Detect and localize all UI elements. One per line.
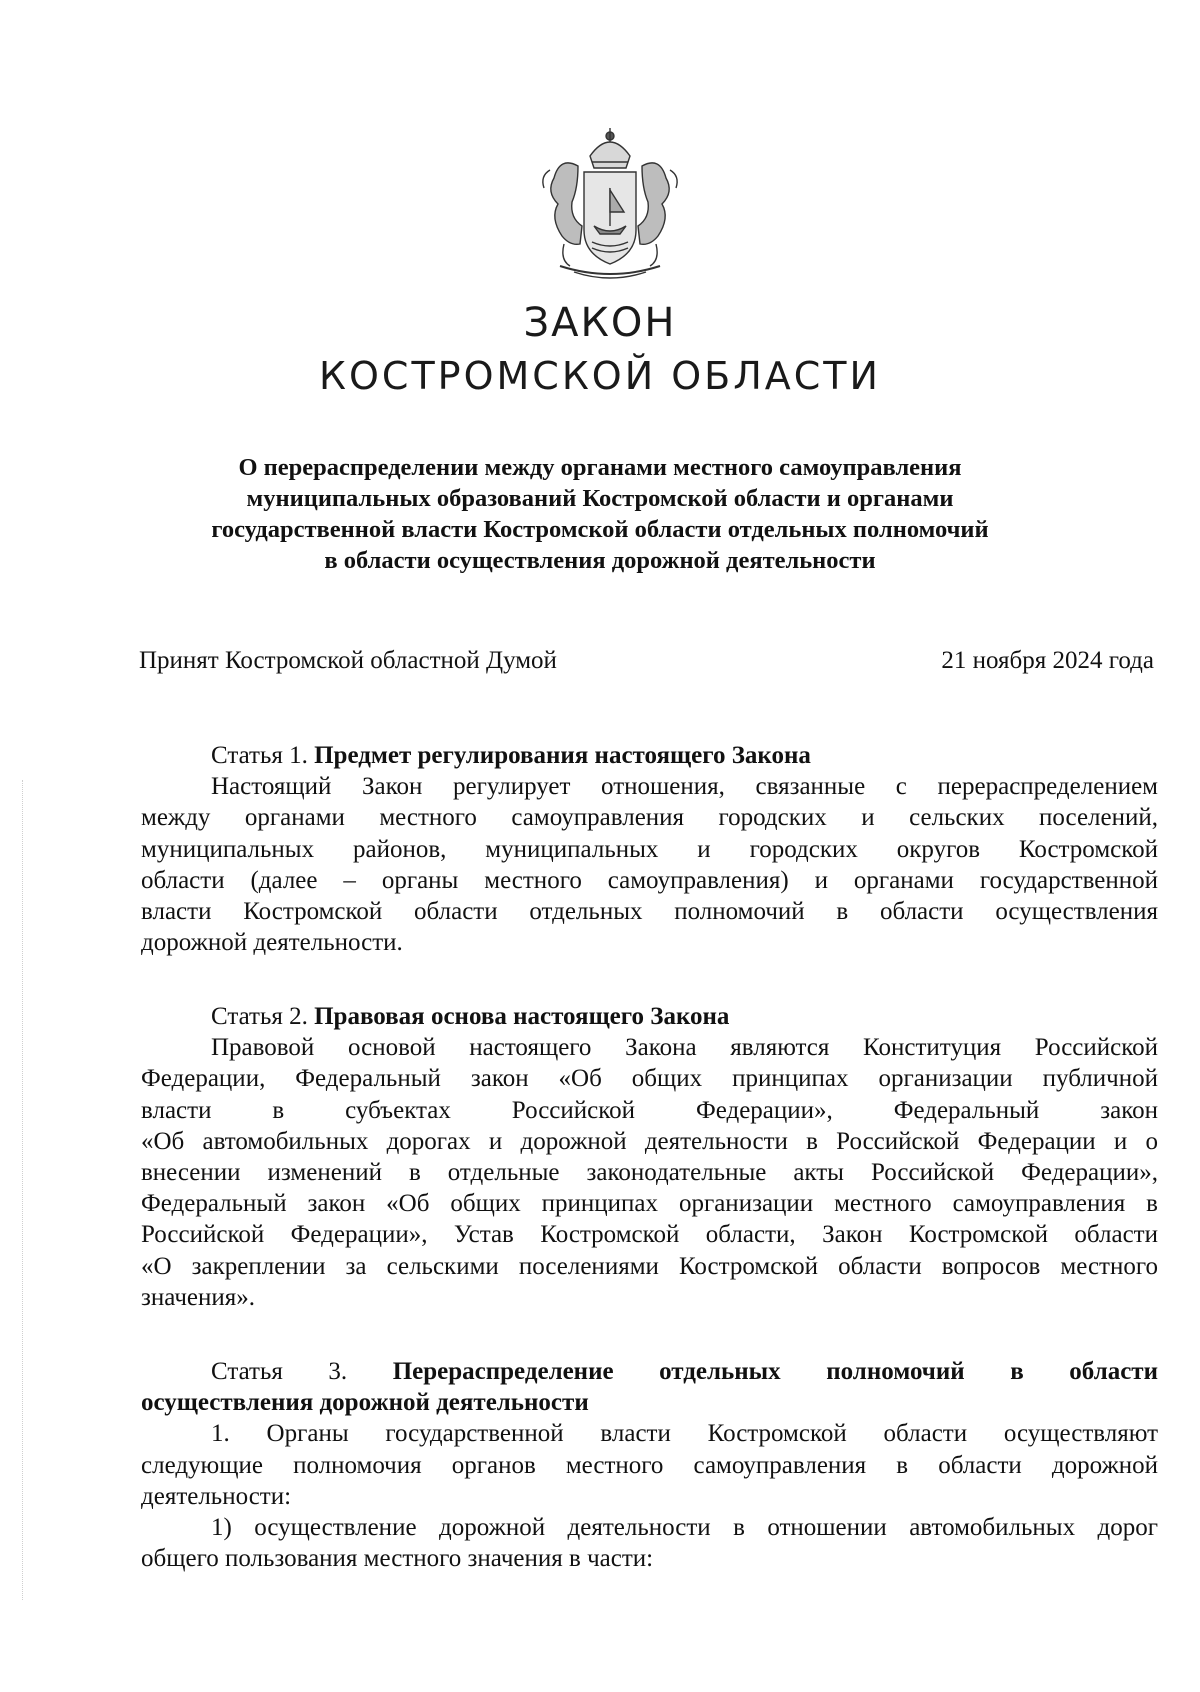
paragraph-line: «Об автомобильных дорогах и дорожной деятельности в Российской Федерации и о [141, 1127, 1158, 1155]
document-type: ЗАКОН [523, 300, 677, 346]
paragraph-line: власти в субъектах Российской Федерации», Федеральный закон [141, 1096, 1158, 1124]
scan-margin-artifact [22, 780, 24, 1600]
paragraph-line: деятельности: [141, 1482, 292, 1510]
coat-of-arms-icon [520, 126, 700, 286]
paragraph-line: внесении изменений в отдельные законодательные акты Российской Федерации», [141, 1158, 1158, 1186]
paragraph-line: общего пользования местного значения в части: [141, 1545, 654, 1573]
article-1-heading [141, 740, 1158, 771]
document-title [140, 452, 1060, 576]
article-3 [141, 1356, 1158, 1574]
paragraph-line: Федеральный закон «Об общих принципах организации местного самоуправления в [141, 1190, 1158, 1218]
paragraph-line: между органами местного самоуправления городских и сельских поселений, [141, 804, 1158, 832]
paragraph-line: Российской Федерации», Устав Костромской области, Закон Костромской области [141, 1221, 1158, 1249]
paragraph-line: значения». [141, 1283, 256, 1311]
paragraph-line: Настоящий Закон регулирует отношения, связанные с перераспределением [211, 773, 1158, 801]
paragraph-line: 1. Органы государственной власти Костромской области осуществляют [211, 1420, 1158, 1448]
paragraph-line: области (далее – органы местного самоуправления) и органами государственной [141, 866, 1158, 894]
title-line: О перераспределении между органами местного самоуправления [238, 454, 962, 481]
paragraph-line: дорожной деятельности. [141, 929, 403, 957]
paragraph-line: власти Костромской области отдельных полномочий в области осуществления [141, 897, 1158, 925]
paragraph-line: «О закреплении за сельскими поселениями Костромской области вопросов местного [141, 1252, 1158, 1280]
article-title-continued: осуществления дорожной деятельности [141, 1389, 589, 1417]
article-title: Перераспределение отдельных полномочий в области [392, 1358, 1158, 1385]
paragraph-line: следующие полномочия органов местного самоуправления в области дорожной [141, 1451, 1158, 1479]
paragraph-line: муниципальных районов, муниципальных и городских округов Костромской [141, 835, 1158, 863]
article-title: Правовая основа настоящего Закона [314, 1003, 730, 1030]
title-line: муниципальных образований Костромской области и органами [246, 485, 954, 512]
article-number: Статья 1. [211, 742, 315, 769]
article-3-heading [141, 1356, 1158, 1387]
paragraph-line: Федерации, Федеральный закон «Об общих принципах организации публичной [141, 1065, 1158, 1093]
title-line: в области осуществления дорожной деятельности [324, 547, 876, 574]
article-1 [141, 740, 1158, 958]
paragraph-line: 1) осуществление дорожной деятельности в отношении автомобильных дорог [211, 1513, 1158, 1541]
article-2-heading [141, 1001, 1158, 1032]
article-title: Предмет регулирования настоящего Закона [314, 742, 811, 769]
article-2 [141, 1001, 1158, 1313]
title-line: государственной власти Костромской области отдельных полномочий [211, 516, 989, 543]
paragraph-line: Правовой основой настоящего Закона являются Конституция Российской [211, 1034, 1158, 1062]
adoption-date: 21 ноября 2024 года [941, 647, 1154, 674]
article-number: Статья 3. [211, 1358, 393, 1385]
article-number: Статья 2. [211, 1003, 315, 1030]
issuing-region: КОСТРОМСКОЙ ОБЛАСТИ [319, 354, 881, 398]
adopted-by: Принят Костромской областной Думой [139, 647, 557, 674]
